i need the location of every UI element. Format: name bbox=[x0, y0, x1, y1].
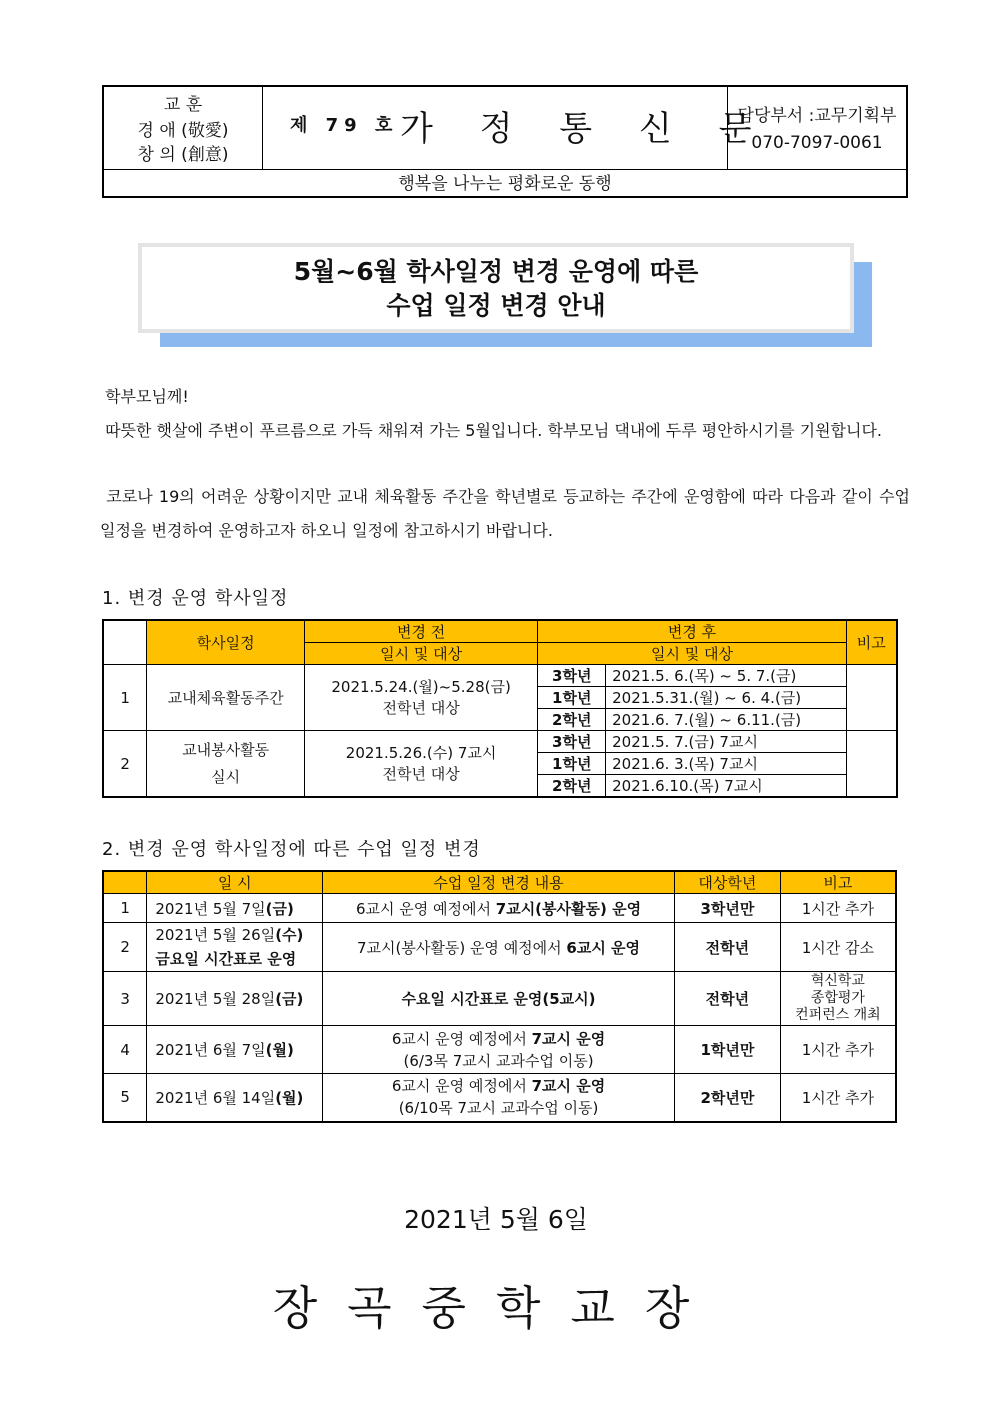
s2-row2-date-line-2: 금요일 시간표로 운영 bbox=[155, 950, 297, 968]
s2-row5-date-text: 2021년 6월 14일 bbox=[155, 1088, 276, 1107]
s2-row3-content: 수요일 시간표로 운영(5교시) bbox=[323, 972, 675, 1026]
s2-row5-content-b: 7교시 운영 bbox=[531, 1077, 606, 1096]
notice-title bbox=[138, 243, 854, 333]
schedule-change-table bbox=[102, 619, 898, 798]
s2-header-note: 비고 bbox=[780, 871, 896, 894]
s2-row2-date bbox=[147, 923, 323, 972]
s2-row3-no: 3 bbox=[103, 972, 147, 1026]
s2-row4-content-b: 7교시 운영 bbox=[531, 1029, 606, 1048]
s2-row5-note: 1시간 추가 bbox=[780, 1074, 896, 1122]
s2-row2-day: (수) bbox=[275, 926, 304, 944]
s2-row4-content bbox=[323, 1026, 675, 1074]
motto-line-2: 창 의 (創意) bbox=[137, 145, 229, 165]
s2-header-no bbox=[103, 871, 147, 894]
row2-before bbox=[304, 731, 538, 798]
issue-number: 제 79 호 bbox=[290, 115, 399, 136]
s2-row3-day: (금) bbox=[275, 990, 304, 1008]
row1-date-a: 2021.5. 6.(목) ~ 5. 7.(금) bbox=[606, 665, 846, 687]
s2-row4-day: (월) bbox=[265, 1041, 294, 1059]
s2-row1-no: 1 bbox=[103, 894, 147, 923]
s2-row5-no: 5 bbox=[103, 1074, 147, 1122]
row2-event bbox=[147, 731, 304, 798]
table1-corner bbox=[103, 620, 147, 665]
s2-row4-no: 4 bbox=[103, 1026, 147, 1074]
s2-row5-day: (월) bbox=[275, 1088, 304, 1107]
s2-row1-date-text: 2021년 5월 7일 bbox=[155, 899, 266, 918]
header-before: 변경 전 bbox=[304, 620, 538, 643]
row1-grade-c: 2학년 bbox=[538, 709, 606, 731]
paragraph-1-text: 따뜻한 햇살에 주변이 푸르름으로 가득 채워져 가는 5월입니다. 학부모님 댁내에 두루 평안하시기를 기원합니다. bbox=[105, 421, 882, 440]
s2-header-target: 대상학년 bbox=[675, 871, 781, 894]
row1-before bbox=[304, 665, 538, 731]
s2-row4-content-line-2: (6/3목 7교시 교과수업 이동) bbox=[403, 1051, 594, 1070]
row1-grade-a: 3학년 bbox=[538, 665, 606, 687]
s2-row5-date bbox=[147, 1074, 323, 1122]
row2-before-target: 전학년 대상 bbox=[382, 764, 460, 783]
row2-event-line-2: 실시 bbox=[211, 767, 241, 786]
row2-grade-b: 1학년 bbox=[538, 753, 606, 775]
s2-row5-target: 2학년만 bbox=[675, 1074, 781, 1122]
s2-row4-note: 1시간 추가 bbox=[780, 1026, 896, 1074]
department-name: 담당부서 :교무기획부 bbox=[737, 106, 897, 126]
s2-row2-note: 1시간 감소 bbox=[780, 923, 896, 972]
department-phone: 070-7097-0061 bbox=[751, 133, 883, 153]
notice-title-line-2: 수업 일정 변경 안내 bbox=[386, 291, 606, 320]
school-motto-cell bbox=[104, 87, 263, 169]
header-after-sub: 일시 및 대상 bbox=[538, 643, 846, 665]
s2-row4-content-a: 6교시 운영 예정에서 bbox=[391, 1029, 532, 1048]
greeting bbox=[100, 380, 910, 414]
s2-row2-content-a: 7교시(봉사활동) 운영 예정에서 bbox=[356, 938, 567, 957]
row2-date-a: 2021.5. 7.(금) 7교시 bbox=[606, 731, 846, 753]
row2-before-date: 2021.5.26.(수) 7교시 bbox=[345, 743, 497, 762]
row1-event: 교내체육활동주간 bbox=[147, 665, 304, 731]
row2-grade-a: 3학년 bbox=[538, 731, 606, 753]
row1-no: 1 bbox=[103, 665, 147, 731]
notice-title-line-1: 5월~6월 학사일정 변경 운영에 따른 bbox=[293, 257, 699, 286]
s2-header-content: 수업 일정 변경 내용 bbox=[323, 871, 675, 894]
s2-row3-note bbox=[780, 972, 896, 1026]
motto-line-1: 경 애 (敬愛) bbox=[137, 121, 229, 141]
row2-date-b: 2021.6. 3.(목) 7교시 bbox=[606, 753, 846, 775]
row1-date-c: 2021.6. 7.(월) ~ 6.11.(금) bbox=[606, 709, 846, 731]
s2-row3-note-line-1: 혁신학교 bbox=[810, 973, 865, 989]
row1-before-date: 2021.5.24.(월)~5.28(금) bbox=[331, 677, 511, 696]
newsletter-title: 가 정 통 신 문 bbox=[400, 109, 770, 149]
row1-before-target: 전학년 대상 bbox=[382, 698, 460, 717]
row2-date-c: 2021.6.10.(목) 7교시 bbox=[606, 775, 846, 798]
s2-row1-date bbox=[147, 894, 323, 923]
principal-signature: 장곡중학교장 bbox=[272, 1281, 720, 1335]
row1-grade-b: 1학년 bbox=[538, 687, 606, 709]
motto-label: 교 훈 bbox=[163, 95, 203, 115]
row2-grade-c: 2학년 bbox=[538, 775, 606, 798]
row2-no: 2 bbox=[103, 731, 147, 798]
s2-row3-date-text: 2021년 5월 28일 bbox=[155, 990, 276, 1008]
header-event: 학사일정 bbox=[147, 620, 304, 665]
s2-row1-target: 3학년만 bbox=[675, 894, 781, 923]
section-2-heading: 2. 변경 운영 학사일정에 따른 수업 일정 변경 bbox=[102, 839, 481, 860]
greeting-text: 학부모님께! bbox=[105, 387, 189, 406]
s2-row5-content-line-2: (6/10목 7교시 교과수업 이동) bbox=[398, 1099, 599, 1118]
issue-date: 2021년 5월 6일 bbox=[404, 1205, 588, 1234]
s2-row2-content bbox=[323, 923, 675, 972]
s2-row3-note-line-2: 종합평가 bbox=[810, 990, 865, 1006]
s2-row4-date bbox=[147, 1026, 323, 1074]
class-schedule-table bbox=[102, 870, 897, 1123]
s2-row2-no: 2 bbox=[103, 923, 147, 972]
row2-event-line-1: 교내봉사활동 bbox=[182, 740, 270, 759]
header-note: 비고 bbox=[846, 620, 897, 665]
paragraph-1 bbox=[100, 414, 910, 448]
s2-row3-target: 전학년 bbox=[675, 972, 781, 1026]
s2-row1-note: 1시간 추가 bbox=[780, 894, 896, 923]
s2-row2-target: 전학년 bbox=[675, 923, 781, 972]
s2-row2-content-b: 6교시 운영 bbox=[566, 938, 641, 957]
s2-row1-content-b: 7교시(봉사활동) 운영 bbox=[495, 899, 642, 918]
row1-note bbox=[846, 665, 897, 731]
s2-header-date: 일 시 bbox=[147, 871, 323, 894]
newsletter-header bbox=[102, 85, 908, 198]
s2-row5-content bbox=[323, 1074, 675, 1122]
s2-row4-date-text: 2021년 6월 7일 bbox=[155, 1041, 266, 1059]
s2-row5-content-a: 6교시 운영 예정에서 bbox=[391, 1077, 532, 1096]
s2-row1-content bbox=[323, 894, 675, 923]
row1-date-b: 2021.5.31.(월) ~ 6. 4.(금) bbox=[606, 687, 846, 709]
s2-row2-date-text: 2021년 5월 26일 bbox=[155, 926, 276, 944]
s2-row4-target: 1학년만 bbox=[675, 1026, 781, 1074]
s2-row1-content-a: 6교시 운영 예정에서 bbox=[355, 899, 496, 918]
paragraph-2-text: 코로나 19의 어려운 상황이지만 교내 체육활동 주간을 학년별로 등교하는 주간에 운영함에 따라 다음과 같이 수업 일정을 변경하여 운영하고자 하오니 일정에 참고하시기 바랍니다. bbox=[100, 487, 910, 540]
s2-row3-date bbox=[147, 972, 323, 1026]
department-cell bbox=[727, 87, 906, 169]
s2-row3-note-line-3: 컨퍼런스 개최 bbox=[795, 1007, 881, 1023]
section-1-heading: 1. 변경 운영 학사일정 bbox=[102, 588, 289, 609]
header-before-sub: 일시 및 대상 bbox=[304, 643, 538, 665]
paragraph-2 bbox=[100, 480, 910, 548]
row2-note bbox=[846, 731, 897, 798]
s2-row1-day: (금) bbox=[265, 899, 294, 918]
header-after: 변경 후 bbox=[538, 620, 846, 643]
slogan: 행복을 나누는 평화로운 동행 bbox=[104, 169, 906, 199]
